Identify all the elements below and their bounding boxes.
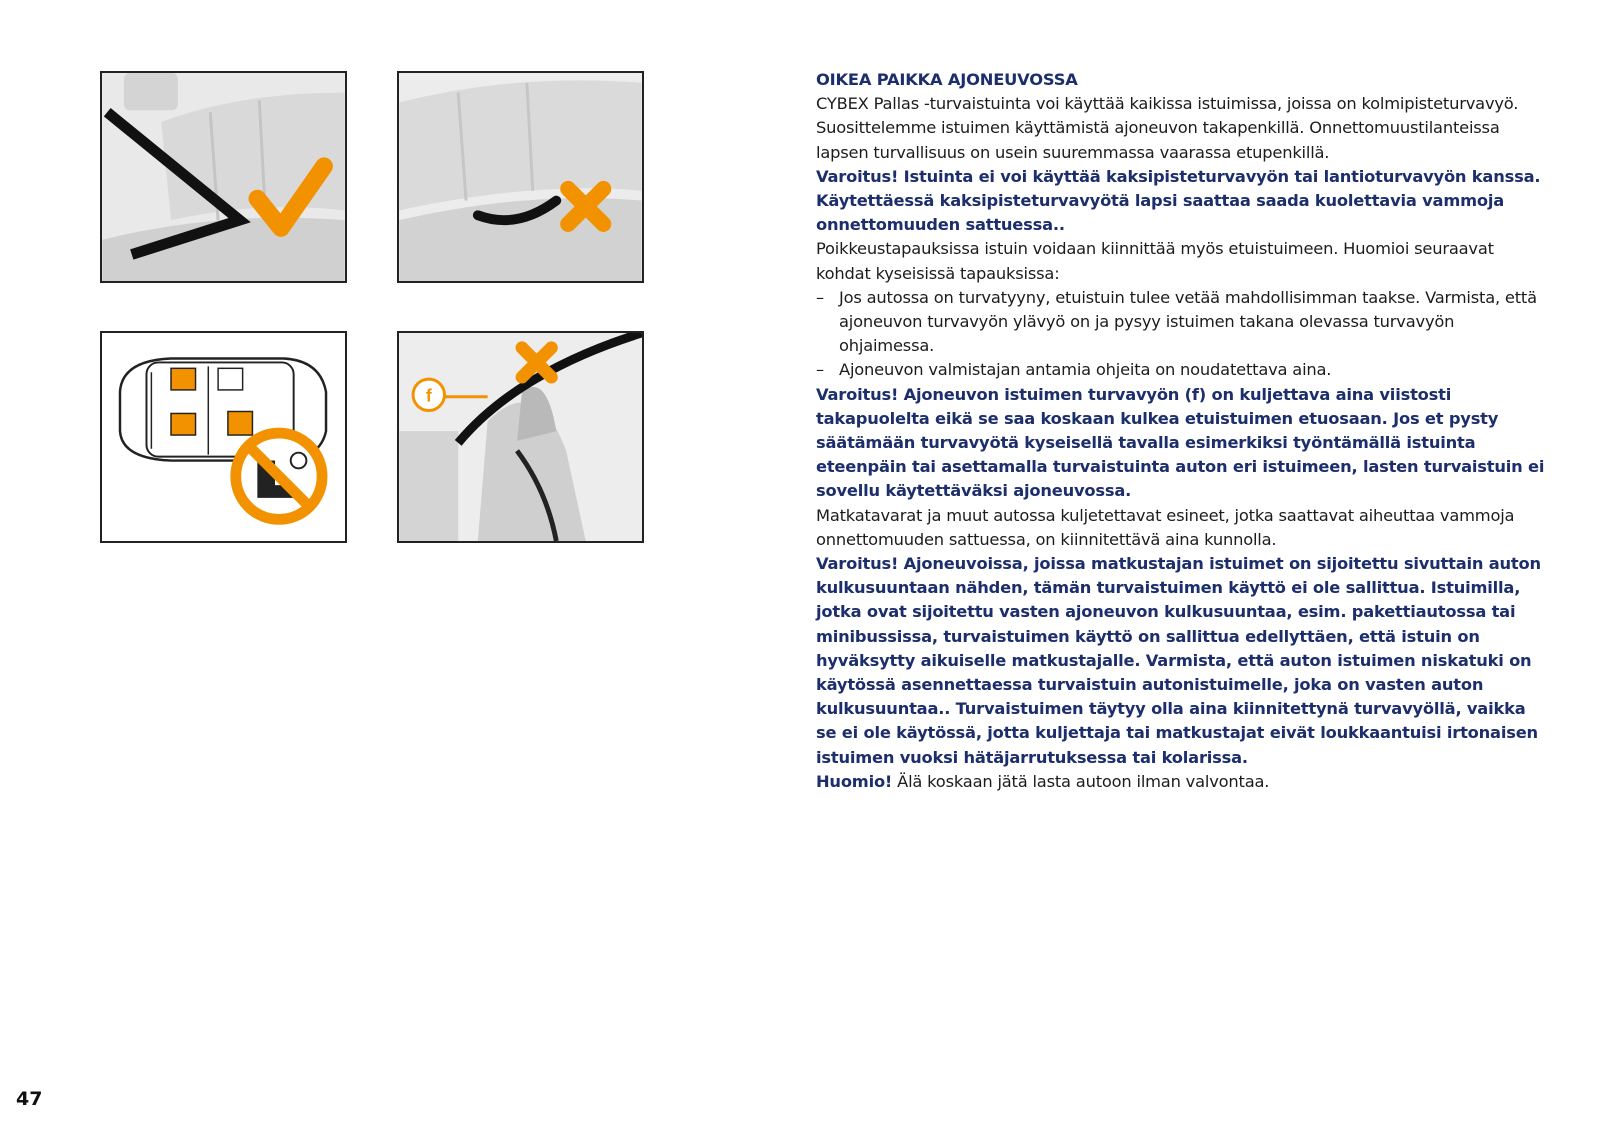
list-item [816, 358, 1551, 382]
warning-seat-orientation: Varoitus! Ajoneuvoissa, joissa matkustajan istuimet on sijoitettu sivuttain auton kulkusuuntaan nähden, tämän turvaistuimen käyttö ei ole sallittua. Istuimilla, jotka ovat sijoitettu vasten ajoneuvon kulkusuuntaa, esim. pakettiautossa tai minibussissa, turvaistuimen käyttö on sallittua edellyttäen, että istuin on hyväksytty aikuiselle matkustajalle. Varmista, että auton istuimen niskatuki on käytössä asennettaessa turvaistuin autonistuimelle, joka on vasten auton kulkusuuntaa.. Turvaistuimen täytyy olla aina kiinnitettynä turvavyöllä, vaikka se ei ole käytössä, jotta kuljettaja tai matkustajat eivät loukkaantuisi irtonaisen istuimen vuoksi hätäjarrutuksessa tai kolarissa. [816, 554, 1541, 767]
seat-illustration [102, 73, 345, 281]
seat-illustration [399, 333, 642, 541]
warning-two-point-belt: Varoitus! Istuinta ei voi käyttää kaksipisteturvavyön tai lantioturvavyön kanssa. Käytettäessä kaksipisteturvavyötä lapsi saattaa saada kuolettavia vammoja onnettomuuden sattuessa.. [816, 166, 1541, 235]
list-item [816, 286, 1551, 359]
callout-f-label: f [425, 385, 432, 406]
no-airbag-icon [236, 433, 322, 519]
list-dash: – [816, 360, 824, 380]
figure-belt-routing [397, 331, 644, 543]
instructions-text [816, 68, 1551, 794]
note-text: Älä koskaan jätä lasta autoon ilman valvontaa. [892, 771, 1270, 791]
seat-illustration [399, 73, 642, 281]
figure-car-seat-positions [100, 331, 347, 543]
paragraph-intro: CYBEX Pallas -turvaistuinta voi käyttää kaikissa istuimissa, joissa on kolmipisteturvavyö. Suosittelemme istuimen käyttämistä ajoneuvon takapenkillä. Onnettomuustilanteissa lapsen turvallisuus on usein suuremmassa vaarassa etupenkillä. [816, 94, 1519, 162]
figure-three-point-belt-ok [100, 71, 347, 283]
list-dash: – [816, 287, 824, 307]
warning-belt-routing: Varoitus! Ajoneuvon istuimen turvavyön (f) on kuljettava aina viistosti takapuolelta eikä se saa koskaan kulkea etuistuimen etuosaan. Jos et pysty säätämään turvavyötä kyseisellä tavalla esimerkiksi työntämällä istuinta eteenpäin tai asettamalla turvaistuinta auton eri istuimeen, lasten turvaistuin ei sovellu käytettäväksi ajoneuvossa. [816, 384, 1545, 501]
section-heading: OIKEA PAIKKA AJONEUVOSSA [816, 70, 1078, 89]
figure-lap-belt-not-allowed [397, 71, 644, 283]
paragraph-front-seat: Poikkeustapauksissa istuin voidaan kiinnittää myös etuistuimeen. Huomioi seuraavat kohdat kyseisissä tapauksissa: [816, 239, 1494, 283]
list-text: Ajoneuvon valmistajan antamia ohjeita on noudatettava aina. [839, 360, 1332, 380]
note-label: Huomio! [816, 771, 893, 791]
car-top-view [102, 333, 345, 541]
paragraph-luggage: Matkatavarat ja muut autossa kuljetettavat esineet, jotka saattavat aiheuttaa vammoja onnettomuuden sattuessa, on kiinnitettävä aina kunnolla. [816, 505, 1515, 549]
note-paragraph [816, 770, 1551, 794]
list-text: Jos autossa on turvatyyny, etuistuin tulee vetää mahdollisimman taakse. Varmista, että ajoneuvon turvavyön ylävyö on ja pysyy istuimen takana olevassa turvavyön ohjaimessa. [839, 287, 1537, 356]
page-number: 47 [16, 1088, 43, 1110]
